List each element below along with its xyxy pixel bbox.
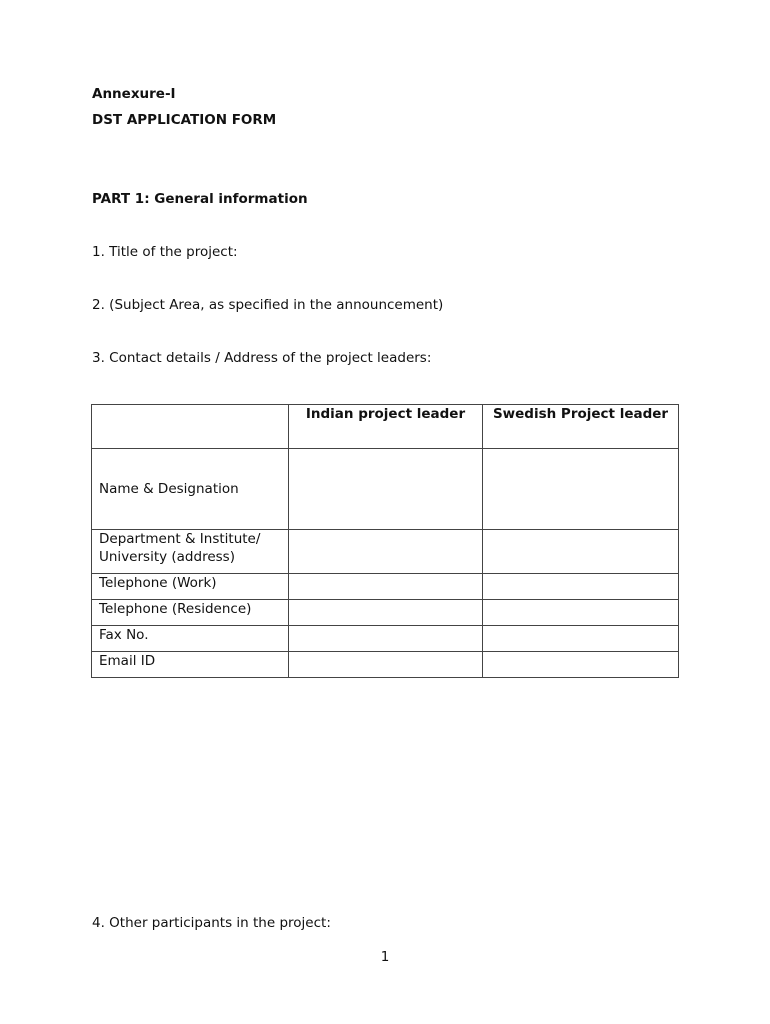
question-subject-area: 2. (Subject Area, as specified in the announcement) (92, 297, 444, 313)
cell-swedish-email[interactable] (483, 652, 679, 678)
part-1-heading: PART 1: General information (92, 191, 308, 207)
header-swedish-project-leader: Swedish Project leader (483, 405, 679, 449)
question-project-title: 1. Title of the project: (92, 244, 238, 260)
cell-indian-fax[interactable] (289, 626, 483, 652)
row-label-telephone-work: Telephone (Work) (92, 574, 289, 600)
header-cell-empty (92, 405, 289, 449)
table-row (92, 652, 679, 678)
question-contact-details: 3. Contact details / Address of the project leaders: (92, 350, 432, 366)
cell-indian-name-designation[interactable] (289, 449, 483, 530)
cell-indian-email[interactable] (289, 652, 483, 678)
form-title: DST APPLICATION FORM (92, 112, 277, 128)
question-other-participants: 4. Other participants in the project: (92, 915, 331, 931)
table-row (92, 530, 679, 574)
cell-indian-telephone-work[interactable] (289, 574, 483, 600)
cell-swedish-telephone-work[interactable] (483, 574, 679, 600)
row-label-email: Email ID (92, 652, 289, 678)
cell-indian-telephone-residence[interactable] (289, 600, 483, 626)
table-row (92, 600, 679, 626)
table-row (92, 626, 679, 652)
table-header-row (92, 405, 679, 449)
page-number: 1 (380, 949, 390, 965)
row-label-department-institute: Department & Institute/ University (address) (92, 530, 289, 574)
table-row (92, 449, 679, 530)
cell-swedish-fax[interactable] (483, 626, 679, 652)
table-row (92, 574, 679, 600)
cell-swedish-telephone-residence[interactable] (483, 600, 679, 626)
cell-swedish-department-institute[interactable] (483, 530, 679, 574)
row-label-fax: Fax No. (92, 626, 289, 652)
cell-indian-department-institute[interactable] (289, 530, 483, 574)
cell-swedish-name-designation[interactable] (483, 449, 679, 530)
contact-details-table (91, 404, 679, 678)
header-indian-project-leader: Indian project leader (289, 405, 483, 449)
row-label-telephone-residence: Telephone (Residence) (92, 600, 289, 626)
annexure-label: Annexure-I (92, 86, 176, 102)
row-label-name-designation: Name & Designation (92, 449, 289, 530)
